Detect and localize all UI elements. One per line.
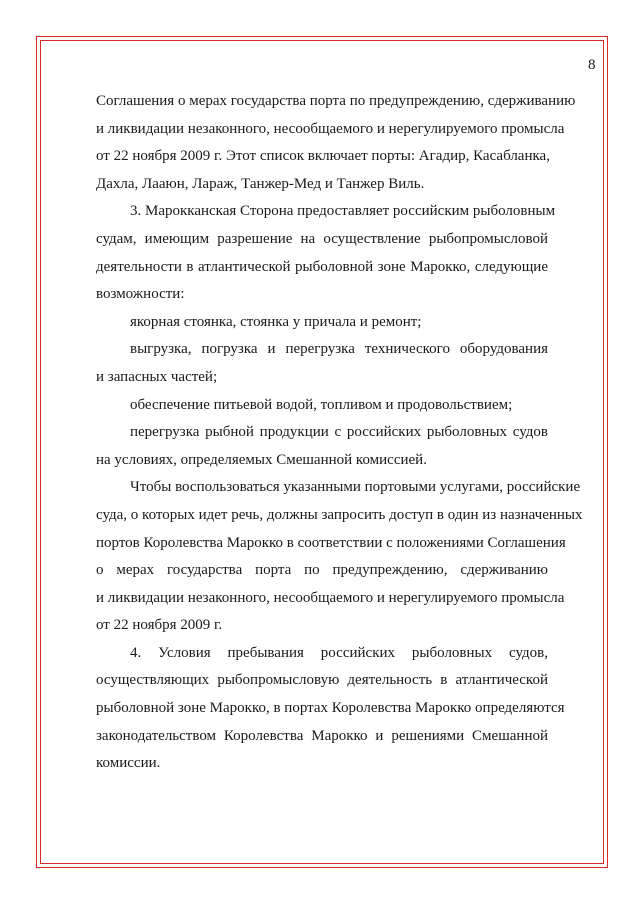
text-line: комиссии.: [96, 755, 161, 772]
text-line: портов Королевства Марокко в соответствии с положениями Соглашения: [96, 534, 566, 551]
text-line: возможности:: [96, 286, 185, 303]
text-line: от 22 ноября 2009 г.: [96, 617, 223, 634]
text-line: Дахла, Лааюн, Лараж, Танжер-Мед и Танжер Виль.: [96, 175, 425, 192]
text-line: и ликвидации незаконного, несообщаемого и нерегулируемого промысла: [96, 120, 565, 137]
text-line: Соглашения о мерах государства порта по предупреждению, сдерживанию: [96, 93, 576, 109]
text-line: о мерах государства порта по предупреждению, сдерживанию: [96, 562, 548, 579]
text-line: Чтобы воспользоваться указанными портовыми услугами, российские: [130, 479, 581, 496]
text-line: перегрузка рыбной продукции с российских рыболовных судов: [130, 424, 548, 441]
document-body: [96, 88, 583, 778]
text-line: законодательством Королевства Марокко и решениями Смешанной: [96, 727, 548, 744]
text-line: обеспечение питьевой водой, топливом и продовольствием;: [130, 396, 513, 413]
text-line: суда, о которых идет речь, должны запросить доступ в один из назначенных: [96, 506, 583, 523]
text-line: выгрузка, погрузка и перегрузка технического оборудования: [130, 341, 548, 358]
text-line: 4. Условия пребывания российских рыболовных судов,: [130, 644, 548, 661]
text-line: деятельности в атлантической рыболовной зоне Марокко, следующие: [96, 258, 548, 275]
text-line: 3. Марокканская Сторона предоставляет российским рыболовным: [130, 203, 556, 220]
text-line: осуществляющих рыбопромысловую деятельность в атлантической: [96, 672, 548, 689]
text-line: судам, имеющим разрешение на осуществление рыбопромысловой: [96, 230, 548, 247]
text-line: рыболовной зоне Марокко, в портах Королевства Марокко определяются: [96, 700, 565, 717]
text-line: на условиях, определяемых Смешанной комиссией.: [96, 451, 427, 468]
text-line: и запасных частей;: [96, 368, 218, 385]
page-number: 8: [588, 57, 596, 73]
text-line: от 22 ноября 2009 г. Этот список включает порты: Агадир, Касабланка,: [96, 148, 550, 165]
text-line: и ликвидации незаконного, несообщаемого и нерегулируемого промысла: [96, 589, 565, 606]
text-line: якорная стоянка, стоянка у причала и ремонт;: [130, 313, 422, 330]
